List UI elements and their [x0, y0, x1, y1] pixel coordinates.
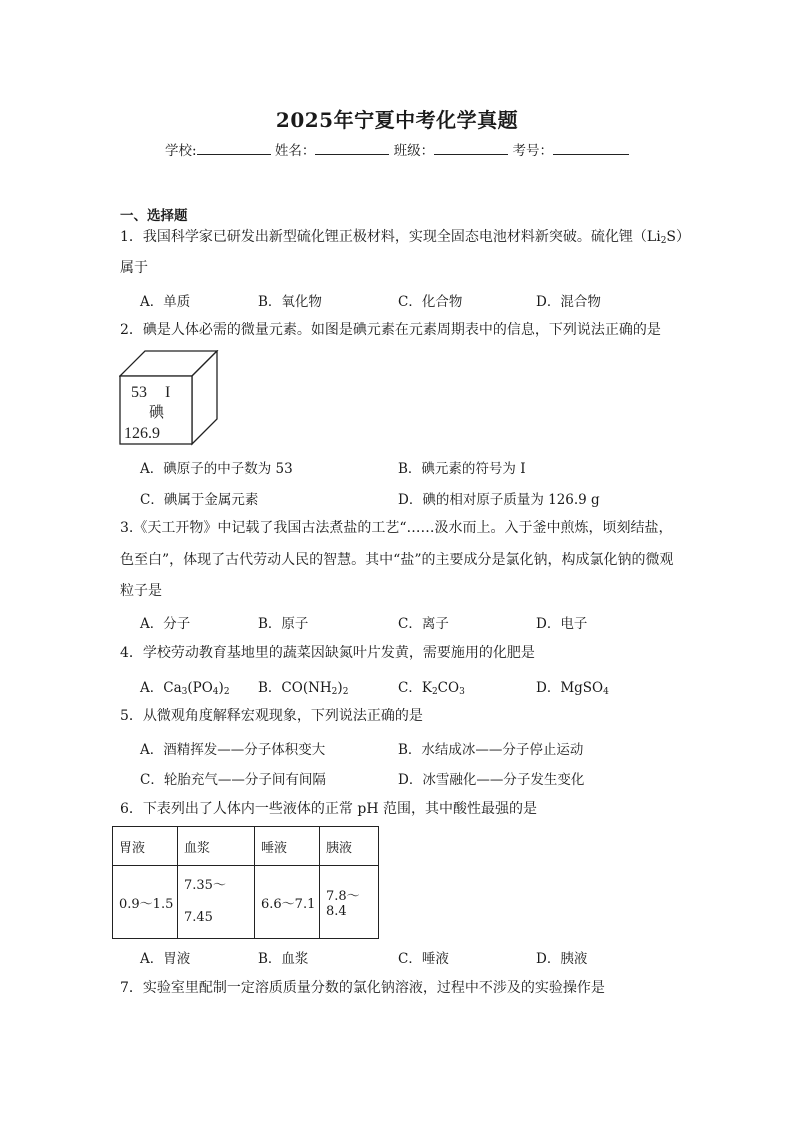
header-pancreatic-juice: 胰液 — [320, 827, 379, 866]
q6-option-b[interactable]: B．血浆 — [258, 951, 309, 967]
atomic-mass: 126.9 — [124, 425, 160, 442]
q1-option-a[interactable]: A．单质 — [140, 294, 191, 310]
exam-number-label: 考号： — [512, 143, 553, 159]
q6-option-a[interactable]: A．胃液 — [140, 951, 191, 967]
question-6-text: 6．下表列出了人体内一些液体的正常 pH 范围，其中酸性最强的是 — [120, 801, 537, 817]
header-saliva: 唾液 — [255, 827, 320, 866]
q3-option-d[interactable]: D．电子 — [536, 616, 588, 632]
question-2-text: 2．碘是人体必需的微量元素。如图是碘元素在元素周期表中的信息，下列说法正确的是 — [120, 322, 661, 338]
class-label: 班级： — [393, 143, 435, 159]
school-label: 学校: — [165, 143, 197, 159]
ph-table — [112, 826, 379, 939]
question-4-text: 4．学校劳动教育基地里的蔬菜因缺氮叶片发黄，需要施用的化肥是 — [120, 645, 535, 661]
q4-option-a[interactable]: A．$Ca_3(PO_4)_2$ — [140, 680, 230, 697]
student-info-line — [0, 139, 794, 159]
element-name: 碘 — [149, 405, 165, 421]
question-1-line2: 属于 — [120, 260, 148, 276]
q5-option-c[interactable]: C．轮胎充气——分子间有间隔 — [140, 772, 326, 788]
ph-table-header-row — [113, 827, 379, 866]
ph-saliva: 6.6～7.1 — [255, 866, 320, 939]
school-blank[interactable] — [197, 141, 271, 155]
q5-option-a[interactable]: A．酒精挥发——分子体积变大 — [140, 742, 326, 758]
q5-option-d[interactable]: D．冰雪融化——分子发生变化 — [398, 772, 585, 788]
q3-option-c[interactable]: C．离子 — [398, 616, 449, 632]
q3-option-a[interactable]: A．分子 — [140, 616, 191, 632]
question-3-line3: 粒子是 — [120, 583, 162, 599]
question-1-line1: 1．我国科学家已研发出新型硫化锂正极材料，实现全固态电池材料新突破。硫化锂$(Li_2S)$ — [120, 229, 691, 246]
q1-option-b[interactable]: B．氧化物 — [258, 294, 322, 310]
question-3-line1: 3.《天工开物》中记载了我国古法煮盐的工艺“……汲水而上。入于釜中煎炼，顷刻结盐， — [120, 520, 673, 536]
iodine-element-cell — [119, 350, 221, 448]
section-heading: 一、选择题 — [120, 208, 188, 224]
ph-pancreatic-juice: 7.8～8.4 — [320, 866, 379, 939]
atomic-number: 53 — [131, 384, 147, 401]
page-title: 2025年宁夏中考化学真题 — [275, 108, 519, 132]
q1-option-d[interactable]: D．混合物 — [536, 294, 601, 310]
q6-option-d[interactable]: D．胰液 — [536, 951, 588, 967]
question-3-line2: 色至白”，体现了古代劳动人民的智慧。其中“盐”的主要成分是氯化钠，构成氯化钠的微观 — [120, 552, 674, 568]
q5-option-b[interactable]: B．水结成冰——分子停止运动 — [398, 742, 584, 758]
ph-table-value-row — [113, 866, 379, 939]
q4-option-b[interactable]: B．$CO(NH_2)_2$ — [258, 680, 349, 697]
q4-option-c[interactable]: C．$K_2CO_3$ — [398, 680, 465, 697]
q2-option-a[interactable]: A．碘原子的中子数为 53 — [140, 461, 293, 477]
header-gastric-juice: 胃液 — [113, 827, 178, 866]
name-label: 姓名： — [274, 143, 316, 159]
ph-blood-plasma: 7.35～ 7.45 — [178, 866, 255, 939]
name-blank[interactable] — [315, 141, 389, 155]
question-5-text: 5．从微观角度解释宏观现象，下列说法正确的是 — [120, 708, 423, 724]
q2-option-c[interactable]: C．碘属于金属元素 — [140, 492, 259, 508]
q2-option-d[interactable]: D．碘的相对原子质量为 126.9 g — [398, 492, 600, 508]
q2-option-b[interactable]: B．碘元素的符号为 I — [398, 461, 526, 477]
header-blood-plasma: 血浆 — [178, 827, 255, 866]
class-blank[interactable] — [434, 141, 508, 155]
q6-option-c[interactable]: C．唾液 — [398, 951, 449, 967]
exam-number-blank[interactable] — [553, 141, 629, 155]
ph-gastric-juice: 0.9～1.5 — [113, 866, 178, 939]
question-7-text: 7．实验室里配制一定溶质质量分数的氯化钠溶液，过程中不涉及的实验操作是 — [120, 980, 605, 996]
element-symbol: I — [165, 384, 171, 401]
q3-option-b[interactable]: B．原子 — [258, 616, 309, 632]
q4-option-d[interactable]: D．MgSO$_4$ — [536, 680, 609, 697]
q1-option-c[interactable]: C．化合物 — [398, 294, 463, 310]
